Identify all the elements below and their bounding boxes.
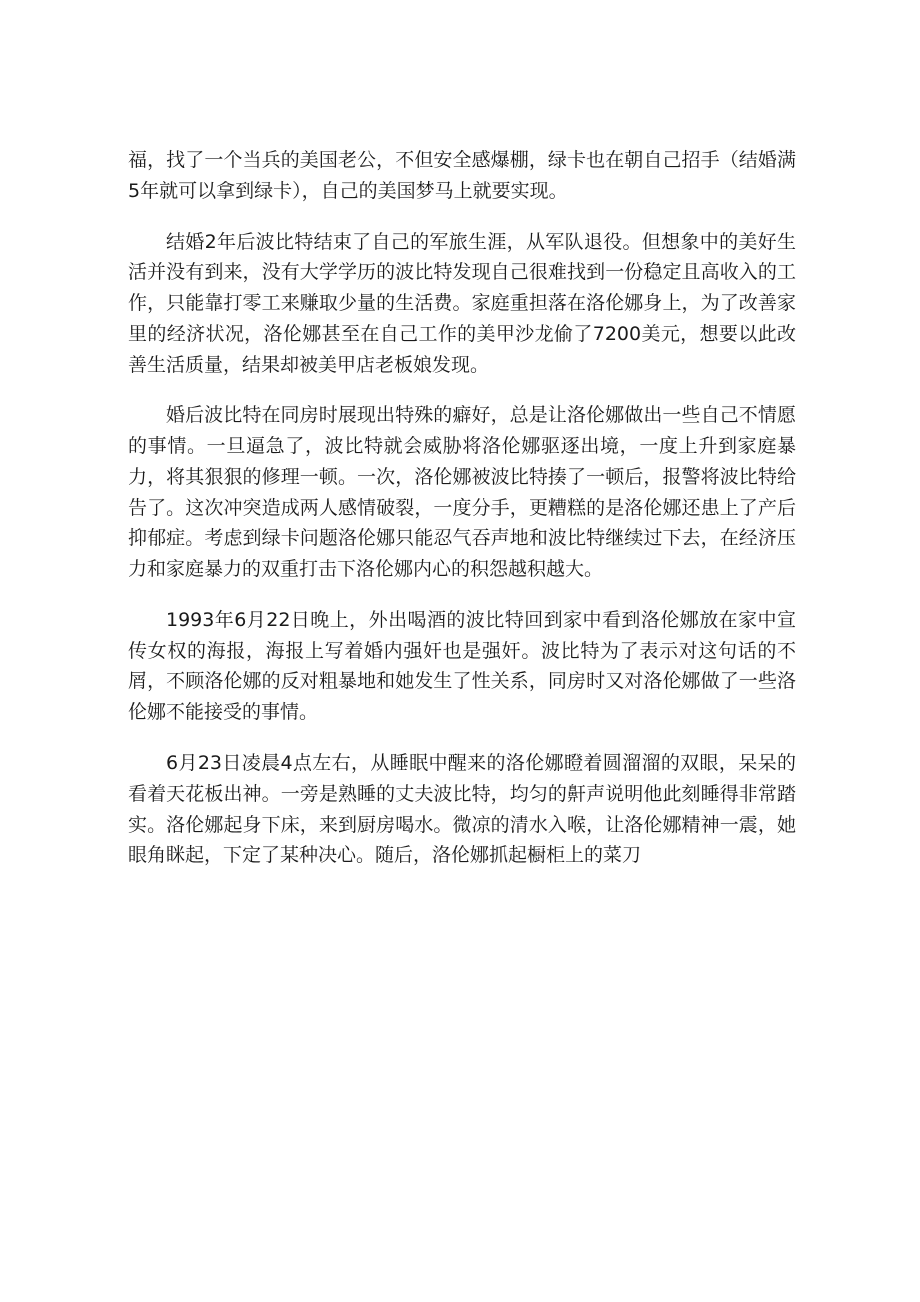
paragraph-1: 福，找了一个当兵的美国老公，不但安全感爆棚，绿卡也在朝自己招手（结婚满5年就可以拿到绿卡），自己的美国梦马上就要实现。 [128, 149, 796, 202]
document-page [128, 145, 796, 891]
paragraph-5: 6月23日凌晨4点左右，从睡眠中醒来的洛伦娜瞪着圆溜溜的双眼，呆呆的看着天花板出神。一旁是熟睡的丈夫波比特，均匀的鼾声说明他此刻睡得非常踏实。洛伦娜起身下床，来到厨房喝水。微凉的清水入喉，让洛伦娜精神一震，她眼角眯起，下定了某种决心。随后，洛伦娜抓起橱柜上的菜刀 [128, 752, 796, 867]
paragraph-4: 1993年6月22日晚上，外出喝酒的波比特回到家中看到洛伦娜放在家中宣传女权的海报，海报上写着婚内强奸也是强奸。波比特为了表示对这句话的不屑，不顾洛伦娜的反对粗暴地和她发生了性关系，同房时又对洛伦娜做了一些洛伦娜不能接受的事情。 [128, 608, 796, 724]
paragraph-2: 结婚2年后波比特结束了自己的军旅生涯，从军队退役。但想象中的美好生活并没有到来，没有大学学历的波比特发现自己很难找到一份稳定且高收入的工作，只能靠打零工来赚取少量的生活费。家庭重担落在洛伦娜身上，为了改善家里的经济状况，洛伦娜甚至在自己工作的美甲沙龙偷了7200美元，想要以此改善生活质量，结果却被美甲店老板娘发现。 [128, 230, 796, 376]
paragraph-3: 婚后波比特在同房时展现出特殊的癖好，总是让洛伦娜做出一些自己不情愿的事情。一旦逼急了，波比特就会威胁将洛伦娜驱逐出境，一度上升到家庭暴力，将其狠狠的修理一顿。一次，洛伦娜被波比特揍了一顿后，报警将波比特给告了。这次冲突造成两人感情破裂，一度分手，更糟糕的是洛伦娜还患上了产后抑郁症。考虑到绿卡问题洛伦娜只能忍气吞声地和波比特继续过下去，在经济压力和家庭暴力的双重打击下洛伦娜内心的积怨越积越大。 [128, 404, 796, 581]
